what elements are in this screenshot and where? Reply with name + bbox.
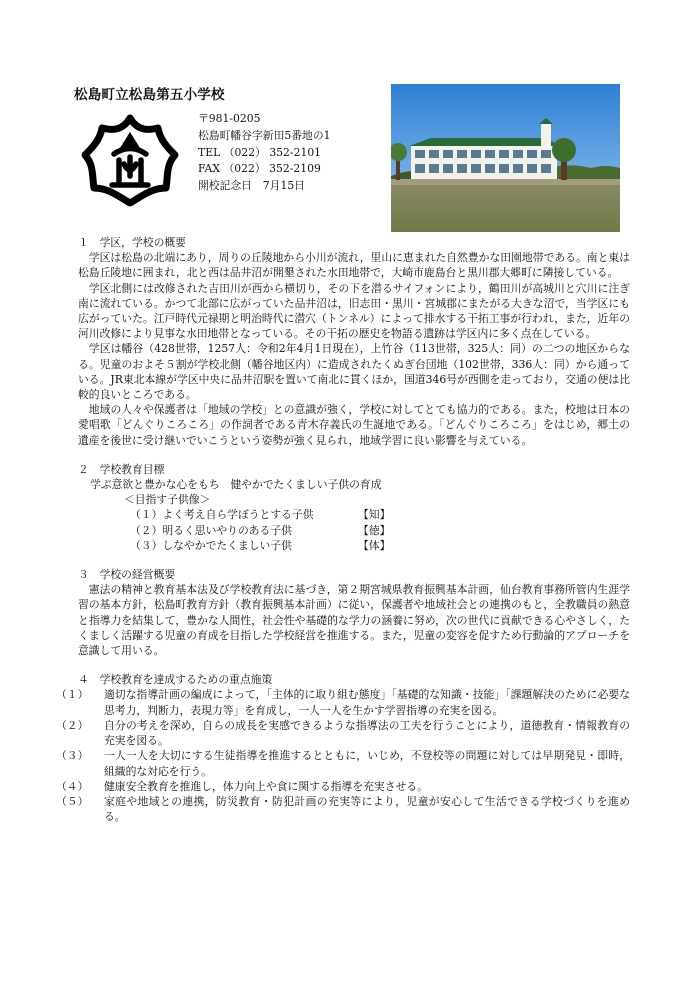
policy-item — [56, 687, 630, 717]
paragraph: 学区北側には改修された吉田川が西から横切り，その下を潜るサイフォンにより，鶴田川が高城川と穴川に注ぎ南に流れている。かつて北部に広がっていた品井沼は，旧志田・黒川・宮城郡にまたがる大きな沼で，当学区にも広がっていた。江戸時代元禄期と明治時代に潜穴（トンネル）によって排水する干拓工事が行われ，また，近年の河川改修により見事な水田地帯となっている。その干拓の歴史を物語る遺跡は学区内に多く点在している。 — [78, 281, 630, 341]
aim-tag: 【知】 — [358, 508, 391, 522]
policy-text: 自分の考えを深め，自らの成長を実感できるような指導法の工夫を行うことにより，道徳教育・情報教育の充実を図る。 — [104, 718, 630, 748]
policy-number: （２） — [56, 718, 89, 732]
school-address-block — [198, 111, 331, 195]
anniversary-date: 開校記念日 7月15日 — [198, 179, 305, 193]
paragraph: 地域の人々や保護者は「地域の学校」との意識が強く，学校に対してとても協力的である。また，校地は日本の愛唱歌「どんぐりころころ」の作詞者である青木存義氏の生誕地である。「どんぐりころころ」をはじめ，郷土の遺産を後世に受け継いでいこうという姿勢が強く見られ，地域学習に良い影響を与えている。 — [78, 403, 630, 447]
aim-item — [78, 507, 630, 522]
paragraph: 憲法の精神と教育基本法及び学校教育法に基づき，第２期宮城県教育振興基本計画，仙台教育事務所管内生涯学習の基本方針，松島町教育方針（教育振興基本計画）に従い，保護者や地域社会との連携のもと，全教職員の熱意と指導力を結集して，豊かな人間性，社会性や基礎的な学力の涵養に努め，次の世代に貢献できる心やさしく，たくましく活躍する児童の育成を目指した学校経営を推進する。また，児童の変容を促すため行動論的アプローチを意識して用いる。 — [78, 583, 630, 658]
policy-number: （３） — [56, 749, 89, 763]
policy-number: （５） — [56, 794, 89, 808]
school-building-photo — [391, 84, 620, 232]
telephone: TEL （022） 352-2101 — [198, 145, 322, 159]
aim-tag: 【徳】 — [358, 523, 391, 537]
policy-number: （４） — [56, 779, 89, 793]
page-title: 松島町立松島第五小学校 — [74, 87, 225, 103]
policy-item — [56, 748, 630, 778]
aim-text: （１）よく考え自ら学ぼうとする子供 — [130, 508, 314, 522]
fax: FAX （022） 352-2109 — [198, 162, 321, 176]
policy-text: 家庭や地域との連携，防災教育・防犯計画の充実等により，児童が安心して生活できる学校づくりを進める。 — [104, 794, 630, 824]
street-address: 松島町幡谷字新田5番地の1 — [198, 128, 331, 142]
paragraph: 学区は幡谷（428世帯，1257人：令和2年4月1日現在），上竹谷（113世帯，325人：同）の二つの地区からなる。児童のおよそ５割が学校北側（幡谷地区内）に造成されたくぬぎ台団地（102世帯，336人：同）から通っている。JR東北本線が学区中央に品井沼駅を置いて南北に貫くほか，国道346号が西側を走っており，交通の便は比較的良いところである。 — [78, 342, 630, 402]
paragraph: 学区は松島の北端にあり，周りの丘陵地から小川が流れ，里山に恵まれた自然豊かな田園地帯である。南と東は松島丘陵地に囲まれ，北と西は品井沼が開墾された水田地帯で，大崎市鹿島台と黒川郡大郷町に隣接している。 — [78, 251, 630, 280]
aim-text: （２）明るく思いやりのある子供 — [130, 523, 292, 537]
postal-code: 〒981-0205 — [198, 112, 261, 125]
section-key-measures — [56, 672, 630, 824]
policy-number: （１） — [56, 688, 89, 702]
school-emblem-icon — [80, 110, 180, 210]
section-heading: ４ 学校教育を達成するための重点施策 — [78, 673, 273, 687]
policy-item — [56, 779, 630, 794]
education-goal: 学ぶ意欲と豊かな心をもち 健やかでたくましい子供の育成 — [90, 478, 382, 492]
policy-text: 健康安全教育を推進し，体力向上や食に関する指導を充実させる。 — [104, 779, 428, 793]
aim-item — [78, 538, 630, 553]
document-body — [56, 235, 630, 838]
aim-text: （３）しなやかでたくましい子供 — [130, 538, 292, 552]
section-management-overview — [78, 567, 630, 658]
section-heading: ３ 学校の経営概要 — [78, 568, 176, 582]
section-school-district — [78, 235, 630, 448]
policy-text: 適切な指導計画の編成によって，「主体的に取り組む態度」「基礎的な知識・技能」「課題解決のために必要な思考力，判断力，表現力等」を育成し，一人一人を生かす学習指導の充実を図る。 — [104, 688, 630, 717]
aim-tag: 【体】 — [358, 538, 391, 552]
section-heading: ２ 学校教育目標 — [78, 462, 165, 476]
policy-item — [56, 718, 630, 748]
section-heading: １ 学区，学校の概要 — [78, 236, 186, 249]
policy-item — [56, 794, 630, 824]
policy-text: 一人一人を大切にする生徒指導を推進するとともに，いじめ，不登校等の問題に対しては早期発見・即時，組織的な対応を行う。 — [104, 749, 630, 778]
goal-subheading: ＜目指す子供像＞ — [124, 493, 211, 507]
section-education-goal — [78, 462, 630, 553]
aim-item — [78, 523, 630, 538]
